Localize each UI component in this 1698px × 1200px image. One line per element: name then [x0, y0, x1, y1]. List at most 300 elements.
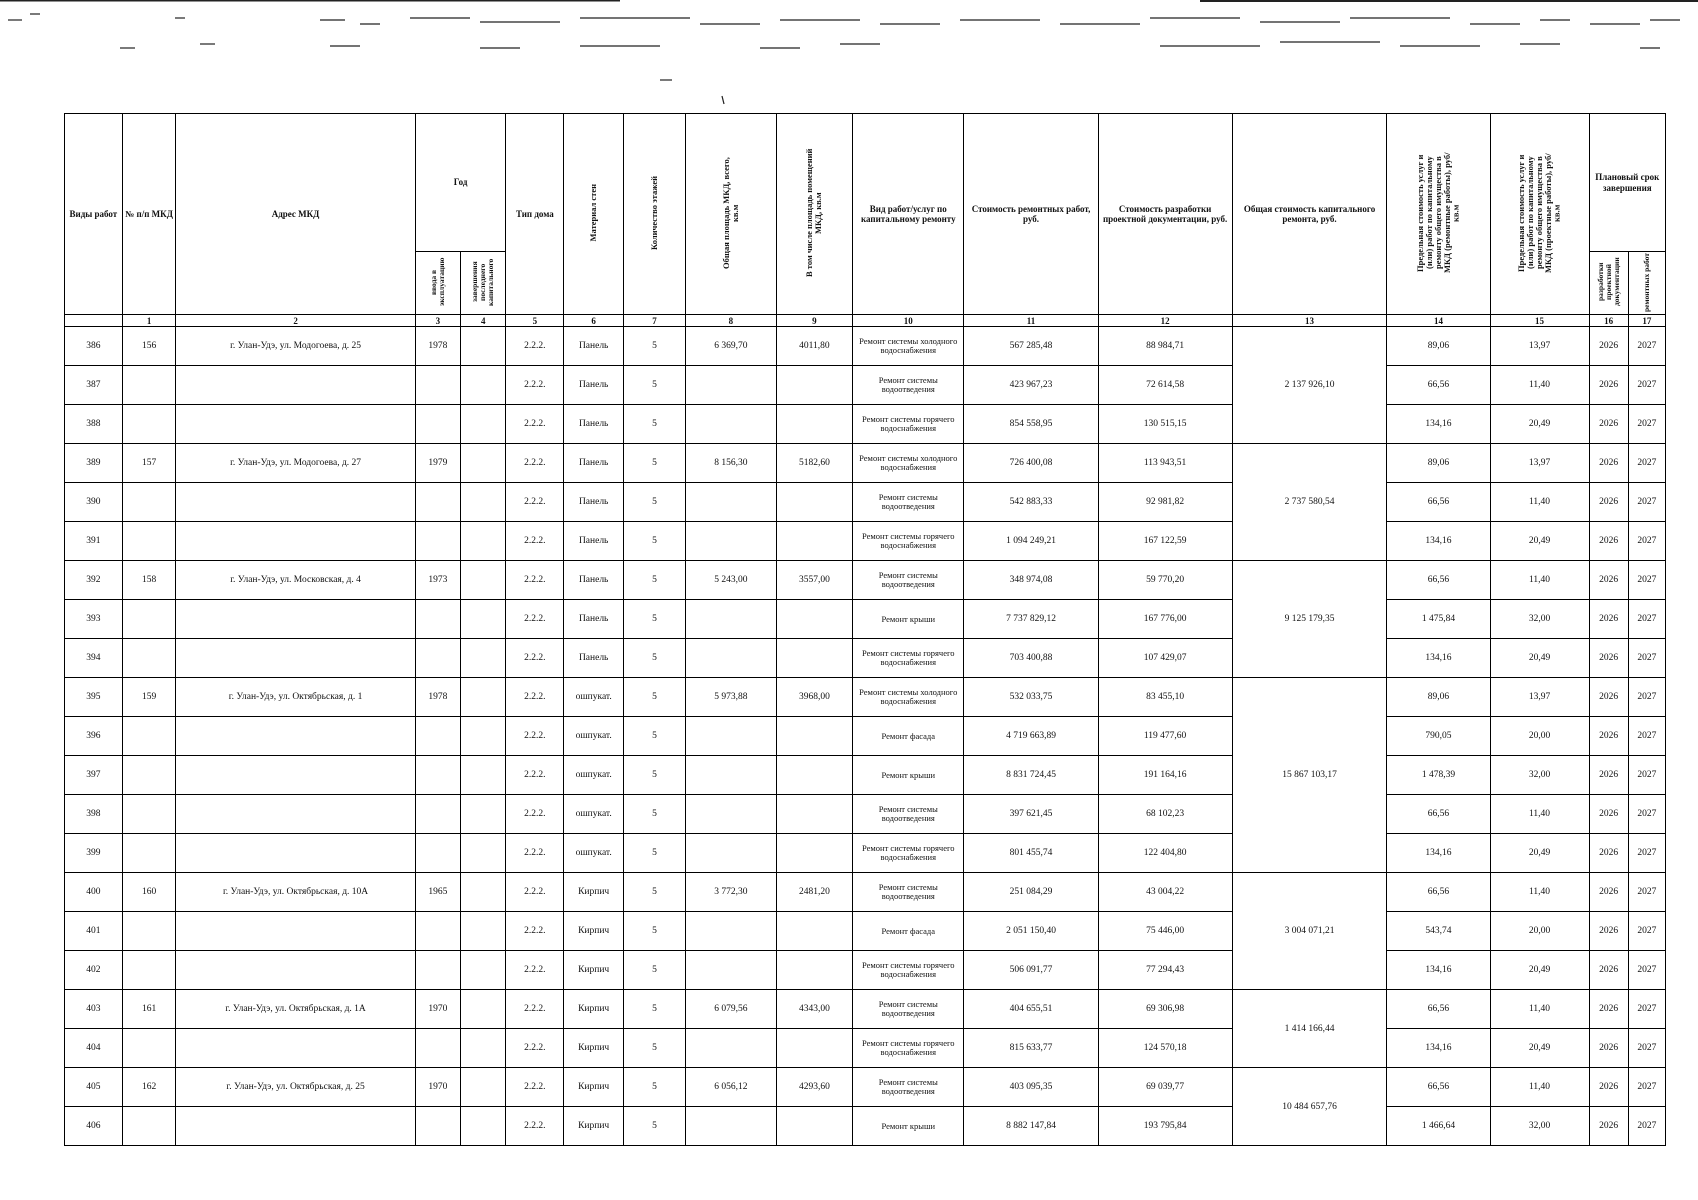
year-entry-cell: 1970: [415, 990, 460, 1029]
design-cost-cell: 167 776,00: [1098, 600, 1232, 639]
address-cell: [176, 639, 415, 678]
total-cost-cell: 15 867 103,17: [1232, 678, 1387, 873]
wall-material-cell: Кирпич: [564, 912, 624, 951]
repair-cost-cell: 815 633,77: [964, 1029, 1098, 1068]
column-number-cell: 5: [506, 315, 564, 327]
header-premises-area: В том числе площадь помещений МКД, кв.м: [804, 148, 824, 278]
limit-repair-cell: 66,56: [1387, 366, 1490, 405]
year-entry-cell: [415, 366, 460, 405]
premises-area-cell: [776, 522, 852, 561]
year-entry-cell: [415, 600, 460, 639]
row-number-cell: 391: [65, 522, 123, 561]
repair-cost-cell: 726 400,08: [964, 444, 1098, 483]
column-number-cell: 17: [1628, 315, 1665, 327]
address-cell: [176, 483, 415, 522]
row-number-cell: 406: [65, 1107, 123, 1146]
row-number-cell: 404: [65, 1029, 123, 1068]
design-cost-cell: 130 515,15: [1098, 405, 1232, 444]
deadline-repair-cell: 2027: [1628, 990, 1665, 1029]
repair-cost-cell: 2 051 150,40: [964, 912, 1098, 951]
repair-cost-cell: 404 655,51: [964, 990, 1098, 1029]
year-repair-cell: [461, 951, 506, 990]
address-cell: г. Улан-Удэ, ул. Октябрьская, д. 1А: [176, 990, 415, 1029]
work-type-cell: Ремонт крыши: [853, 600, 964, 639]
header-total-area: Общая площадь МКД, всего, кв.м: [720, 157, 740, 269]
work-type-cell: Ремонт крыши: [853, 756, 964, 795]
mkd-number-cell: 158: [122, 561, 176, 600]
house-type-cell: 2.2.2.: [506, 873, 564, 912]
wall-material-cell: Кирпич: [564, 951, 624, 990]
house-type-cell: 2.2.2.: [506, 522, 564, 561]
wall-material-cell: ошпукат.: [564, 756, 624, 795]
deadline-design-cell: 2026: [1589, 639, 1628, 678]
deadline-design-cell: 2026: [1589, 951, 1628, 990]
total-area-cell: [685, 1107, 776, 1146]
repair-cost-cell: 1 094 249,21: [964, 522, 1098, 561]
premises-area-cell: [776, 756, 852, 795]
limit-repair-cell: 66,56: [1387, 1068, 1490, 1107]
column-number-cell: 11: [964, 315, 1098, 327]
table-row: [65, 639, 1666, 678]
total-area-cell: 5 243,00: [685, 561, 776, 600]
limit-repair-cell: 1 478,39: [1387, 756, 1490, 795]
deadline-repair-cell: 2027: [1628, 639, 1665, 678]
deadline-design-cell: 2026: [1589, 678, 1628, 717]
house-type-cell: 2.2.2.: [506, 483, 564, 522]
design-cost-cell: 122 404,80: [1098, 834, 1232, 873]
deadline-design-cell: 2026: [1589, 1068, 1628, 1107]
deadline-repair-cell: 2027: [1628, 600, 1665, 639]
deadline-repair-cell: 2027: [1628, 327, 1665, 366]
house-type-cell: 2.2.2.: [506, 1107, 564, 1146]
limit-repair-cell: 1 475,84: [1387, 600, 1490, 639]
address-cell: [176, 522, 415, 561]
year-entry-cell: 1978: [415, 678, 460, 717]
year-repair-cell: [461, 600, 506, 639]
work-type-cell: Ремонт системы горячего водоснабжения: [853, 522, 964, 561]
year-repair-cell: [461, 717, 506, 756]
table-row: [65, 561, 1666, 600]
total-cost-cell: 1 414 166,44: [1232, 990, 1387, 1068]
floors-cell: 5: [624, 561, 686, 600]
total-cost-cell: 3 004 071,21: [1232, 873, 1387, 990]
header-deadline: Плановый срок завершения: [1589, 114, 1665, 252]
floors-cell: 5: [624, 717, 686, 756]
total-cost-cell: 2 737 580,54: [1232, 444, 1387, 561]
design-cost-cell: 75 446,00: [1098, 912, 1232, 951]
deadline-repair-cell: 2027: [1628, 444, 1665, 483]
house-type-cell: 2.2.2.: [506, 756, 564, 795]
floors-cell: 5: [624, 1029, 686, 1068]
design-cost-cell: 77 294,43: [1098, 951, 1232, 990]
column-number-cell: 13: [1232, 315, 1387, 327]
limit-repair-cell: 66,56: [1387, 873, 1490, 912]
table-row: [65, 756, 1666, 795]
column-number-cell: 9: [776, 315, 852, 327]
address-cell: г. Улан-Удэ, ул. Октябрьская, д. 1: [176, 678, 415, 717]
mkd-number-cell: 156: [122, 327, 176, 366]
house-type-cell: 2.2.2.: [506, 678, 564, 717]
table-row: [65, 1107, 1666, 1146]
address-cell: г. Улан-Удэ, ул. Октябрьская, д. 25: [176, 1068, 415, 1107]
work-type-cell: Ремонт системы горячего водоснабжения: [853, 951, 964, 990]
design-cost-cell: 69 306,98: [1098, 990, 1232, 1029]
year-repair-cell: [461, 873, 506, 912]
column-number-cell: 1: [122, 315, 176, 327]
deadline-repair-cell: 2027: [1628, 1029, 1665, 1068]
total-cost-cell: 2 137 926,10: [1232, 327, 1387, 444]
year-repair-cell: [461, 327, 506, 366]
table-row: [65, 1029, 1666, 1068]
address-cell: [176, 717, 415, 756]
row-number-cell: 393: [65, 600, 123, 639]
header-deadline-design: разработки проектной документации: [1595, 257, 1621, 307]
year-entry-cell: 1970: [415, 1068, 460, 1107]
header-limit-repair: Предельная стоимость услуг и (или) работ по капитальному ремонту общего имущества в МКД (ремонтные работы), руб/кв.м: [1415, 152, 1461, 274]
table-row: [65, 990, 1666, 1029]
address-cell: [176, 951, 415, 990]
mkd-number-cell: [122, 1107, 176, 1146]
design-cost-cell: 113 943,51: [1098, 444, 1232, 483]
header-floors: Количество этажей: [649, 176, 660, 250]
total-area-cell: 6 056,12: [685, 1068, 776, 1107]
capital-repair-table: [64, 113, 1666, 1146]
house-type-cell: 2.2.2.: [506, 951, 564, 990]
premises-area-cell: 5182,60: [776, 444, 852, 483]
header-year: Год: [415, 114, 506, 252]
limit-design-cell: 32,00: [1490, 1107, 1589, 1146]
deadline-repair-cell: 2027: [1628, 873, 1665, 912]
deadline-design-cell: 2026: [1589, 366, 1628, 405]
floors-cell: 5: [624, 405, 686, 444]
work-type-cell: Ремонт системы холодного водоснабжения: [853, 327, 964, 366]
deadline-design-cell: 2026: [1589, 873, 1628, 912]
total-area-cell: 5 973,88: [685, 678, 776, 717]
work-type-cell: Ремонт системы горячего водоснабжения: [853, 834, 964, 873]
year-repair-cell: [461, 1107, 506, 1146]
total-area-cell: 8 156,30: [685, 444, 776, 483]
floors-cell: 5: [624, 795, 686, 834]
premises-area-cell: [776, 639, 852, 678]
house-type-cell: 2.2.2.: [506, 1068, 564, 1107]
floors-cell: 5: [624, 483, 686, 522]
row-number-cell: 389: [65, 444, 123, 483]
row-number-cell: 392: [65, 561, 123, 600]
table-row: [65, 795, 1666, 834]
address-cell: [176, 366, 415, 405]
wall-material-cell: Кирпич: [564, 990, 624, 1029]
year-entry-cell: [415, 1107, 460, 1146]
mkd-number-cell: 161: [122, 990, 176, 1029]
floors-cell: 5: [624, 912, 686, 951]
year-repair-cell: [461, 912, 506, 951]
design-cost-cell: 83 455,10: [1098, 678, 1232, 717]
table-row: [65, 366, 1666, 405]
work-type-cell: Ремонт фасада: [853, 717, 964, 756]
work-type-cell: Ремонт системы водоотведения: [853, 366, 964, 405]
design-cost-cell: 68 102,23: [1098, 795, 1232, 834]
deadline-repair-cell: 2027: [1628, 795, 1665, 834]
mkd-number-cell: 159: [122, 678, 176, 717]
limit-design-cell: 11,40: [1490, 873, 1589, 912]
work-type-cell: Ремонт системы водоотведения: [853, 561, 964, 600]
mkd-number-cell: [122, 366, 176, 405]
premises-area-cell: [776, 834, 852, 873]
address-cell: г. Улан-Удэ, ул. Московская, д. 4: [176, 561, 415, 600]
deadline-repair-cell: 2027: [1628, 405, 1665, 444]
mkd-number-cell: 162: [122, 1068, 176, 1107]
wall-material-cell: Панель: [564, 327, 624, 366]
row-number-cell: 398: [65, 795, 123, 834]
work-type-cell: Ремонт системы водоотведения: [853, 873, 964, 912]
limit-design-cell: 20,00: [1490, 717, 1589, 756]
table-body: [65, 327, 1666, 1146]
limit-repair-cell: 89,06: [1387, 327, 1490, 366]
wall-material-cell: Панель: [564, 444, 624, 483]
total-area-cell: 6 369,70: [685, 327, 776, 366]
deadline-design-cell: 2026: [1589, 405, 1628, 444]
work-type-cell: Ремонт системы горячего водоснабжения: [853, 1029, 964, 1068]
total-area-cell: [685, 951, 776, 990]
design-cost-cell: 88 984,71: [1098, 327, 1232, 366]
table-row: [65, 717, 1666, 756]
year-repair-cell: [461, 561, 506, 600]
wall-material-cell: Панель: [564, 600, 624, 639]
year-repair-cell: [461, 522, 506, 561]
limit-design-cell: 20,49: [1490, 1029, 1589, 1068]
floors-cell: 5: [624, 366, 686, 405]
wall-material-cell: Панель: [564, 483, 624, 522]
premises-area-cell: [776, 951, 852, 990]
limit-repair-cell: 66,56: [1387, 561, 1490, 600]
header-house-type: Тип дома: [506, 114, 564, 315]
year-repair-cell: [461, 756, 506, 795]
repair-cost-cell: 7 737 829,12: [964, 600, 1098, 639]
repair-cost-cell: 506 091,77: [964, 951, 1098, 990]
design-cost-cell: 43 004,22: [1098, 873, 1232, 912]
deadline-repair-cell: 2027: [1628, 483, 1665, 522]
limit-repair-cell: 89,06: [1387, 444, 1490, 483]
wall-material-cell: ошпукат.: [564, 834, 624, 873]
house-type-cell: 2.2.2.: [506, 405, 564, 444]
deadline-repair-cell: 2027: [1628, 1107, 1665, 1146]
total-area-cell: [685, 405, 776, 444]
limit-design-cell: 20,00: [1490, 912, 1589, 951]
repair-cost-cell: 8 831 724,45: [964, 756, 1098, 795]
total-area-cell: 3 772,30: [685, 873, 776, 912]
row-number-cell: 396: [65, 717, 123, 756]
house-type-cell: 2.2.2.: [506, 366, 564, 405]
design-cost-cell: 124 570,18: [1098, 1029, 1232, 1068]
premises-area-cell: 4011,80: [776, 327, 852, 366]
year-entry-cell: [415, 639, 460, 678]
row-number-cell: 397: [65, 756, 123, 795]
limit-design-cell: 20,49: [1490, 639, 1589, 678]
year-entry-cell: 1965: [415, 873, 460, 912]
premises-area-cell: [776, 405, 852, 444]
deadline-repair-cell: 2027: [1628, 522, 1665, 561]
repair-cost-cell: 251 084,29: [964, 873, 1098, 912]
row-number-cell: 394: [65, 639, 123, 678]
deadline-design-cell: 2026: [1589, 444, 1628, 483]
year-entry-cell: [415, 951, 460, 990]
house-type-cell: 2.2.2.: [506, 1029, 564, 1068]
table-row: [65, 444, 1666, 483]
year-repair-cell: [461, 1029, 506, 1068]
deadline-repair-cell: 2027: [1628, 561, 1665, 600]
row-number-cell: 387: [65, 366, 123, 405]
header-repair-cost: Стоимость ремонтных работ, руб.: [964, 114, 1098, 315]
mkd-number-cell: [122, 795, 176, 834]
limit-design-cell: 11,40: [1490, 990, 1589, 1029]
address-cell: [176, 834, 415, 873]
column-number-cell: 6: [564, 315, 624, 327]
row-number-cell: 403: [65, 990, 123, 1029]
row-number-cell: 401: [65, 912, 123, 951]
design-cost-cell: 92 981,82: [1098, 483, 1232, 522]
deadline-repair-cell: 2027: [1628, 756, 1665, 795]
address-cell: [176, 1029, 415, 1068]
address-cell: [176, 405, 415, 444]
year-entry-cell: [415, 483, 460, 522]
repair-cost-cell: 801 455,74: [964, 834, 1098, 873]
row-number-cell: 399: [65, 834, 123, 873]
row-number-cell: 402: [65, 951, 123, 990]
design-cost-cell: 69 039,77: [1098, 1068, 1232, 1107]
deadline-repair-cell: 2027: [1628, 1068, 1665, 1107]
premises-area-cell: [776, 366, 852, 405]
row-number-cell: 390: [65, 483, 123, 522]
floors-cell: 5: [624, 639, 686, 678]
table-row: [65, 483, 1666, 522]
wall-material-cell: Панель: [564, 522, 624, 561]
address-cell: г. Улан-Удэ, ул. Модогоева, д. 25: [176, 327, 415, 366]
column-number-cell: 10: [853, 315, 964, 327]
work-type-cell: Ремонт системы холодного водоснабжения: [853, 444, 964, 483]
total-cost-cell: 9 125 179,35: [1232, 561, 1387, 678]
wall-material-cell: ошпукат.: [564, 795, 624, 834]
deadline-design-cell: 2026: [1589, 990, 1628, 1029]
limit-design-cell: 20,49: [1490, 951, 1589, 990]
repair-cost-cell: 703 400,88: [964, 639, 1098, 678]
house-type-cell: 2.2.2.: [506, 834, 564, 873]
mkd-number-cell: [122, 639, 176, 678]
limit-repair-cell: 134,16: [1387, 522, 1490, 561]
address-cell: г. Улан-Удэ, ул. Октябрьская, д. 10А: [176, 873, 415, 912]
mkd-number-cell: [122, 522, 176, 561]
year-repair-cell: [461, 678, 506, 717]
row-number-cell: 388: [65, 405, 123, 444]
limit-design-cell: 11,40: [1490, 1068, 1589, 1107]
work-type-cell: Ремонт системы водоотведения: [853, 483, 964, 522]
address-cell: г. Улан-Удэ, ул. Модогоева, д. 27: [176, 444, 415, 483]
floors-cell: 5: [624, 873, 686, 912]
header-total-cost: Общая стоимость капитального ремонта, руб.: [1232, 114, 1387, 315]
column-number-cell: 15: [1490, 315, 1589, 327]
total-area-cell: [685, 834, 776, 873]
premises-area-cell: [776, 717, 852, 756]
limit-design-cell: 13,97: [1490, 444, 1589, 483]
limit-repair-cell: 134,16: [1387, 834, 1490, 873]
deadline-repair-cell: 2027: [1628, 366, 1665, 405]
total-area-cell: [685, 1029, 776, 1068]
row-number-cell: 400: [65, 873, 123, 912]
limit-repair-cell: 134,16: [1387, 639, 1490, 678]
wall-material-cell: ошпукат.: [564, 678, 624, 717]
header-work-type: Вид работ/услуг по капитальному ремонту: [853, 114, 964, 315]
year-repair-cell: [461, 639, 506, 678]
row-number-cell: 386: [65, 327, 123, 366]
total-area-cell: [685, 795, 776, 834]
year-repair-cell: [461, 483, 506, 522]
repair-cost-cell: 8 882 147,84: [964, 1107, 1098, 1146]
repair-cost-cell: 532 033,75: [964, 678, 1098, 717]
limit-repair-cell: 66,56: [1387, 483, 1490, 522]
header-address: Адрес МКД: [176, 114, 415, 315]
design-cost-cell: 193 795,84: [1098, 1107, 1232, 1146]
row-number-cell: 395: [65, 678, 123, 717]
address-cell: [176, 756, 415, 795]
wall-material-cell: Кирпич: [564, 1029, 624, 1068]
repair-cost-cell: 567 285,48: [964, 327, 1098, 366]
year-repair-cell: [461, 990, 506, 1029]
year-entry-cell: 1979: [415, 444, 460, 483]
design-cost-cell: 59 770,20: [1098, 561, 1232, 600]
total-area-cell: [685, 756, 776, 795]
total-area-cell: [685, 912, 776, 951]
premises-area-cell: 2481,20: [776, 873, 852, 912]
wall-material-cell: Панель: [564, 561, 624, 600]
premises-area-cell: [776, 1107, 852, 1146]
header-wall-material: Материал стен: [588, 184, 599, 242]
column-number-cell: 4: [461, 315, 506, 327]
limit-design-cell: 11,40: [1490, 795, 1589, 834]
column-number-cell: 16: [1589, 315, 1628, 327]
column-number-cell: 3: [415, 315, 460, 327]
floors-cell: 5: [624, 522, 686, 561]
premises-area-cell: 4343,00: [776, 990, 852, 1029]
year-repair-cell: [461, 834, 506, 873]
address-cell: [176, 912, 415, 951]
document-page: [64, 113, 1666, 1146]
year-entry-cell: [415, 405, 460, 444]
year-repair-cell: [461, 405, 506, 444]
repair-cost-cell: 542 883,33: [964, 483, 1098, 522]
total-area-cell: [685, 522, 776, 561]
wall-material-cell: Кирпич: [564, 1068, 624, 1107]
limit-design-cell: 11,40: [1490, 561, 1589, 600]
table-row: [65, 522, 1666, 561]
limit-repair-cell: 66,56: [1387, 795, 1490, 834]
deadline-design-cell: 2026: [1589, 1029, 1628, 1068]
floors-cell: 5: [624, 327, 686, 366]
year-repair-cell: [461, 366, 506, 405]
deadline-design-cell: 2026: [1589, 756, 1628, 795]
column-number-cell: 14: [1387, 315, 1490, 327]
header-year-entry: ввода в эксплуатацию: [429, 257, 446, 307]
address-cell: [176, 600, 415, 639]
year-repair-cell: [461, 444, 506, 483]
premises-area-cell: 3968,00: [776, 678, 852, 717]
limit-design-cell: 32,00: [1490, 600, 1589, 639]
table-row: [65, 834, 1666, 873]
house-type-cell: 2.2.2.: [506, 639, 564, 678]
total-cost-cell: 10 484 657,76: [1232, 1068, 1387, 1146]
table-row: [65, 327, 1666, 366]
deadline-design-cell: 2026: [1589, 483, 1628, 522]
floors-cell: 5: [624, 834, 686, 873]
header-design-cost: Стоимость разработки проектной документации, руб.: [1098, 114, 1232, 315]
